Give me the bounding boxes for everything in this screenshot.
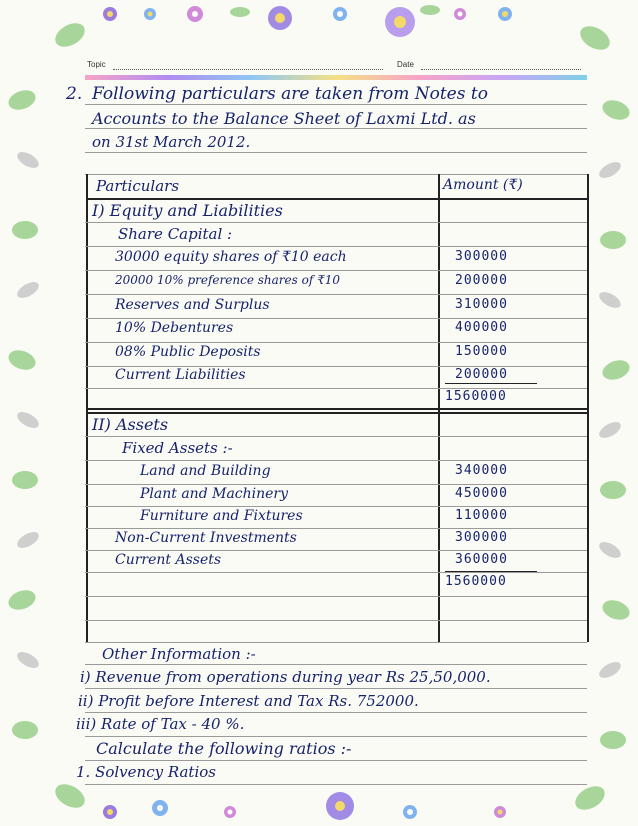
question-line-2: Accounts to the Balance Sheet of Laxmi Ltd. as <box>92 109 476 128</box>
ruled-line <box>85 506 587 507</box>
total-amount: 1560000 <box>445 389 507 404</box>
column-header-amount: Amount (₹) <box>443 177 523 193</box>
other-info-item-ii: ii) Profit before Interest and Tax Rs. 752000. <box>78 692 419 710</box>
ruled-line <box>85 342 587 343</box>
floral-top-border <box>0 0 638 50</box>
ruled-line <box>85 572 587 573</box>
ruled-line <box>85 760 587 761</box>
ruled-line <box>85 128 587 129</box>
ruled-line <box>85 620 587 621</box>
ruled-line <box>85 784 587 785</box>
topic-fill-line <box>113 69 383 70</box>
table-header-divider <box>86 198 588 200</box>
row-label: Furniture and Fixtures <box>140 508 303 524</box>
ruled-line <box>85 484 587 485</box>
row-amount: 200000 <box>455 273 508 288</box>
row-amount: 400000 <box>455 320 508 335</box>
row-amount: 300000 <box>455 249 508 264</box>
flower-icon <box>103 792 506 820</box>
ruled-line <box>85 104 587 105</box>
column-header-particulars: Particulars <box>96 177 180 195</box>
date-fill-line <box>421 69 581 70</box>
ruled-line <box>85 294 587 295</box>
topic-label: Topic <box>87 60 106 69</box>
row-amount: 340000 <box>455 463 508 478</box>
row-amount: 300000 <box>455 530 508 545</box>
ruled-line <box>85 270 587 271</box>
question-line-1: Following particulars are taken from Notes to <box>92 84 488 104</box>
total-amount: 1560000 <box>445 574 507 589</box>
ruled-line <box>85 222 587 223</box>
ruled-line <box>85 528 587 529</box>
ruled-line <box>85 318 587 319</box>
ruled-line <box>85 550 587 551</box>
section-divider <box>86 408 588 410</box>
ruled-line <box>85 712 587 713</box>
ruled-line <box>85 642 587 643</box>
row-label: Plant and Machinery <box>140 486 289 502</box>
topic-date-header <box>85 60 585 74</box>
row-label: 10% Debentures <box>115 320 234 336</box>
ruled-line <box>85 246 587 247</box>
ruled-line <box>85 436 587 437</box>
row-amount: 310000 <box>455 297 508 312</box>
row-label: Reserves and Surplus <box>115 297 270 313</box>
row-label: Land and Building <box>140 463 271 479</box>
ruled-line <box>85 664 587 665</box>
ruled-line <box>85 174 587 175</box>
leaf-icon <box>51 5 614 50</box>
ruled-line <box>85 736 587 737</box>
total-underline <box>445 383 537 384</box>
ruled-line <box>85 688 587 689</box>
ruled-line <box>85 152 587 153</box>
rainbow-strip <box>85 75 587 80</box>
section-divider <box>86 412 588 414</box>
row-amount: 360000 <box>455 552 508 567</box>
date-label: Date <box>397 60 414 69</box>
question-line-3: on 31st March 2012. <box>92 133 251 151</box>
row-amount: 150000 <box>455 344 508 359</box>
flower-icon <box>103 6 512 37</box>
calculate-instruction: Calculate the following ratios :- <box>96 739 352 758</box>
ruled-line <box>85 388 587 389</box>
question-number: 2. <box>66 84 83 104</box>
row-amount: 110000 <box>455 508 508 523</box>
row-label: Non-Current Investments <box>115 530 297 546</box>
ruled-line <box>85 596 587 597</box>
row-label: Current Assets <box>115 552 222 568</box>
other-info-item-i: i) Revenue from operations during year Rs 25,50,000. <box>80 668 491 686</box>
other-info-item-iii: iii) Rate of Tax - 40 %. <box>76 715 245 733</box>
row-label: 20000 10% preference shares of ₹10 <box>115 273 340 287</box>
ruled-line <box>85 460 587 461</box>
total-underline <box>445 571 537 572</box>
section-equity-liabilities: I) Equity and Liabilities <box>92 201 283 220</box>
row-label: 08% Public Deposits <box>115 344 261 360</box>
share-capital-label: Share Capital : <box>118 225 233 243</box>
section-assets: II) Assets <box>92 415 169 434</box>
row-label: 30000 equity shares of ₹10 each <box>115 249 347 265</box>
fixed-assets-label: Fixed Assets :- <box>122 439 233 457</box>
row-amount: 200000 <box>455 367 508 382</box>
floral-right-border <box>588 40 638 780</box>
other-info-title: Other Information :- <box>102 645 256 663</box>
row-amount: 450000 <box>455 486 508 501</box>
floral-left-border <box>0 40 50 780</box>
solvency-ratios-item: 1. Solvency Ratios <box>76 763 216 781</box>
row-label: Current Liabilities <box>115 367 246 383</box>
